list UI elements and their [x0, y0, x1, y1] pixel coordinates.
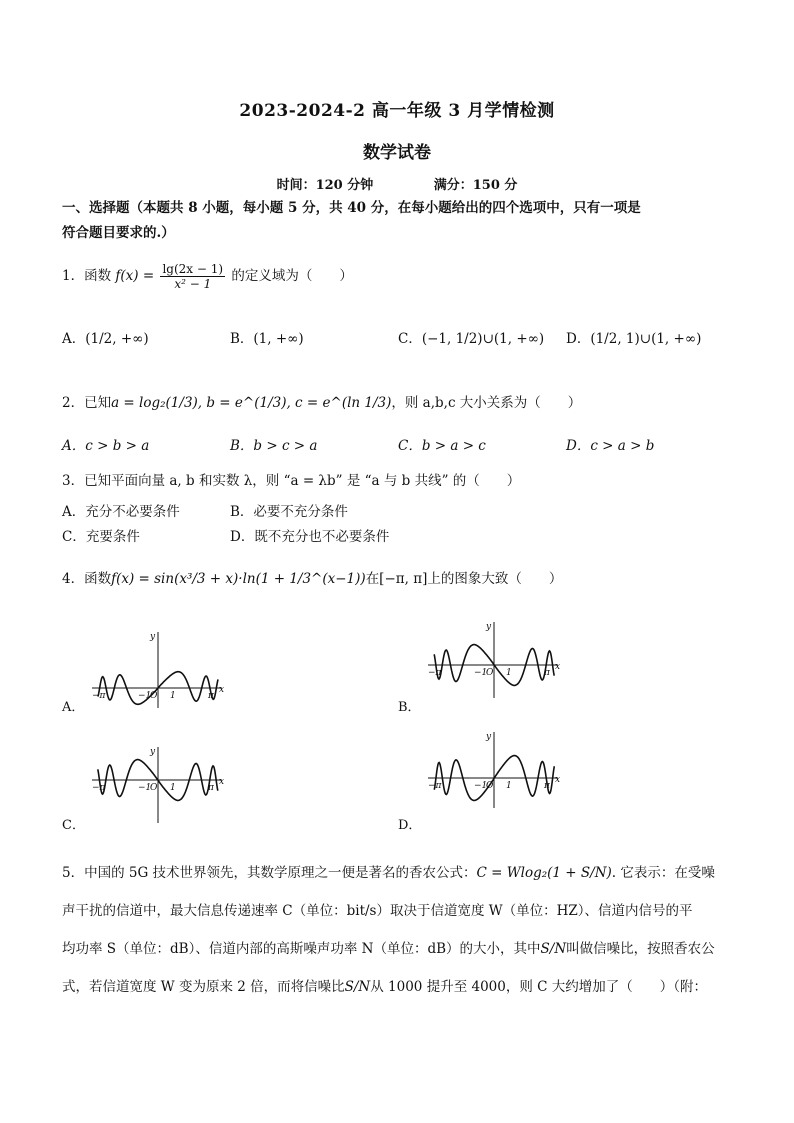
q1-option-d[interactable]: D．(1/2, 1)∪(1, +∞)	[566, 331, 702, 347]
tick-neg-pi: −π	[92, 783, 106, 793]
tick-one: 1	[506, 668, 512, 678]
tick-neg-one: −1	[138, 783, 152, 793]
q4-option-d-label[interactable]: D．	[398, 818, 422, 833]
q4-option-a-label[interactable]: A．	[62, 700, 85, 715]
tick-neg-pi: −π	[428, 781, 442, 791]
q1-option-c[interactable]: C．(−1, 1/2)∪(1, +∞)	[398, 331, 545, 347]
y-axis-label: y	[150, 632, 156, 642]
q1-function: f(x) =	[115, 268, 155, 284]
q4-graph-d[interactable]	[424, 730, 564, 810]
question-3: 3．已知平面向量 a, b 和实数 λ，则 “a = λb” 是 “a 与 b 共线” 的（ ）	[62, 473, 521, 489]
q1-prefix: 1．函数	[62, 268, 112, 284]
q2-option-c[interactable]: C．b > a > c	[398, 438, 486, 454]
q5-line-3: 均功率 S（单位：dB）、信道内部的高斯噪声功率 N（单位：dB）的大小，其中S/N叫做信噪比，按照香农公	[62, 941, 715, 957]
page-title: 2023-2024-2 高一年级 3 月学情检测	[239, 101, 555, 121]
q3-option-d[interactable]: D．既不充分也不必要条件	[230, 529, 390, 545]
question-1	[62, 262, 742, 291]
tick-pi: π	[544, 668, 550, 678]
q5-line-2: 声干扰的信道中，最大信息传递速率 C（单位：bit/s）取决于信道宽度 W（单位：HZ）、信道内信号的平	[62, 903, 693, 919]
tick-neg-pi: −π	[92, 691, 106, 701]
tick-one: 1	[170, 783, 176, 793]
tick-neg-one: −1	[474, 668, 488, 678]
snr-ratio-2: S/N	[344, 979, 371, 995]
x-axis-label: x	[555, 775, 561, 785]
q4-option-b-label[interactable]: B．	[398, 700, 421, 715]
tick-pi: π	[208, 783, 214, 793]
page-subtitle: 数学试卷	[363, 143, 431, 163]
q4-expression: f(x) = sin(x³/3 + x)·ln(1 + 1/3^(x−1))	[111, 571, 366, 587]
exam-score: 满分：150 分	[433, 178, 518, 193]
q2-option-a[interactable]: A．c > b > a	[62, 438, 150, 454]
q3-option-c[interactable]: C．充要条件	[62, 529, 140, 545]
q4-prefix: 4．函数	[62, 571, 112, 587]
origin-label: O	[486, 781, 494, 791]
x-axis-label: x	[219, 777, 225, 787]
q5-line-4: 式，若信道宽度 W 变为原来 2 倍，而将信噪比S/N从 1000 提升至 4000，则 C 大约增加了（ ）（附：	[62, 979, 707, 995]
section-line-2: 符合题目要求的.）	[62, 225, 175, 241]
y-axis-label: y	[486, 622, 492, 632]
q4-option-c-label[interactable]: C．	[62, 818, 85, 833]
y-axis-label: y	[486, 732, 492, 742]
q2-prefix: 2．已知	[62, 395, 112, 411]
q3-option-b[interactable]: B．必要不充分条件	[230, 504, 348, 520]
y-axis-label: y	[150, 747, 156, 757]
tick-one: 1	[506, 781, 512, 791]
q2-expression: a = log₂(1/3), b = e^(1/3), c = e^(ln 1/3)	[111, 395, 392, 411]
shannon-formula: C = Wlog₂(1 + S/N)	[476, 865, 612, 881]
tick-pi: π	[208, 691, 214, 701]
tick-neg-pi: −π	[428, 668, 442, 678]
question-2	[62, 392, 742, 414]
question-5	[62, 858, 742, 1002]
x-axis-label: x	[555, 662, 561, 672]
q1-option-a[interactable]: A．(1/2, +∞)	[62, 331, 149, 347]
q4-domain: 在[−π, π]上的图象大致（ ）	[365, 571, 563, 587]
tick-pi: π	[544, 781, 550, 791]
q5-line-1: 5．中国的 5G 技术世界领先，其数学原理之一便是著名的香农公式：C = Wlog₂(1 + S/N). 它表示：在受噪	[62, 865, 715, 881]
tick-neg-one: −1	[474, 781, 488, 791]
q2-suffix: ，则 a,b,c 大小关系为（ ）	[391, 395, 582, 411]
q2-option-b[interactable]: B．b > c > a	[230, 438, 318, 454]
origin-label: O	[486, 668, 494, 678]
q1-fraction: $\frac{\lg(2x - 1)}{\text{x² − 1}}$	[162, 262, 224, 291]
snr-ratio: S/N	[540, 941, 567, 957]
tick-one: 1	[170, 691, 176, 701]
q4-graph-a[interactable]	[88, 630, 228, 710]
x-axis-label: x	[219, 685, 225, 695]
q4-graph-c[interactable]	[88, 745, 228, 825]
question-4	[62, 568, 742, 590]
q4-graph-b[interactable]	[424, 620, 564, 700]
q1-option-b[interactable]: B．(1, +∞)	[230, 331, 304, 347]
tick-neg-one: −1	[138, 691, 152, 701]
exam-time: 时间：120 分钟	[276, 178, 374, 193]
exam-meta	[0, 174, 794, 193]
section-line-1: 一、选择题（本题共 8 小题，每小题 5 分，共 40 分，在每小题给出的四个选项中，只有一项是	[62, 200, 641, 216]
q1-suffix: 的定义域为（ ）	[231, 268, 353, 284]
q3-option-a[interactable]: A．充分不必要条件	[62, 504, 180, 520]
q2-option-d[interactable]: D．c > a > b	[566, 438, 655, 454]
section-heading	[62, 196, 742, 246]
origin-label: O	[150, 783, 158, 793]
origin-label: O	[150, 691, 158, 701]
